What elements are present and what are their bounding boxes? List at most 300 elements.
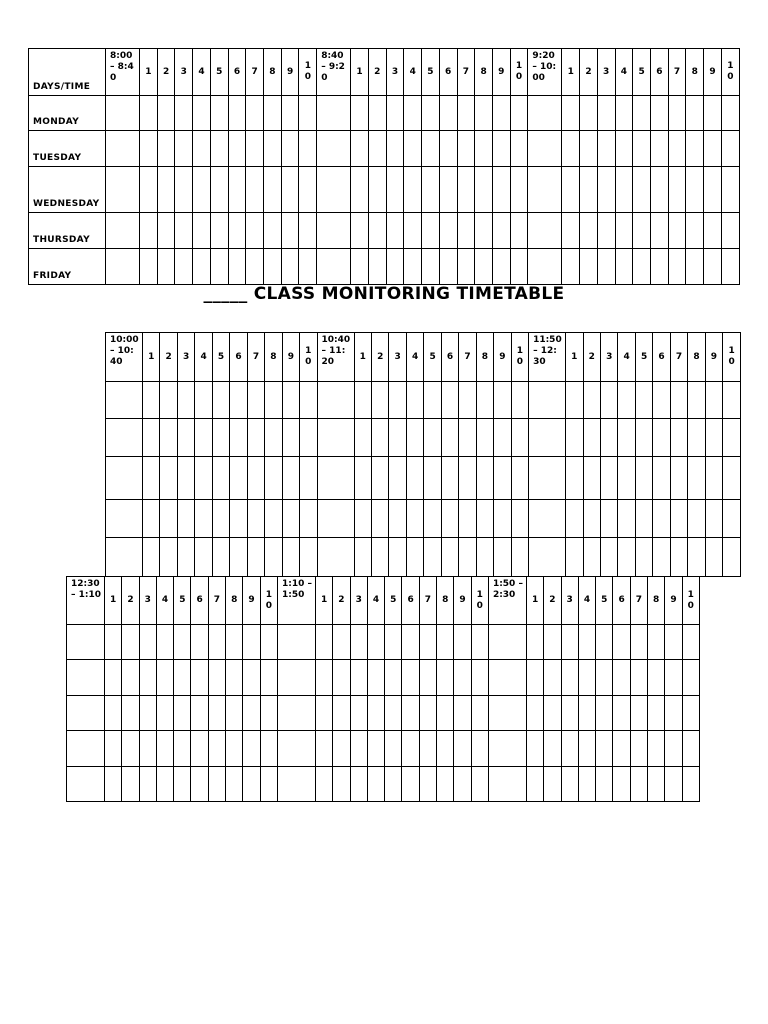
timetable-cell[interactable]: [277, 731, 315, 767]
timetable-cell[interactable]: [476, 500, 493, 538]
timetable-cell[interactable]: [488, 767, 526, 802]
timetable-cell[interactable]: [668, 131, 686, 167]
timetable-cell[interactable]: [457, 167, 475, 213]
timetable-cell[interactable]: [140, 131, 158, 167]
timetable-cell[interactable]: [385, 767, 402, 802]
timetable-cell[interactable]: [494, 457, 511, 500]
timetable-cell[interactable]: [686, 131, 704, 167]
timetable-cell[interactable]: [665, 660, 682, 696]
timetable-cell[interactable]: [208, 767, 225, 802]
timetable-cell[interactable]: [350, 767, 367, 802]
timetable-cell[interactable]: [596, 731, 613, 767]
timetable-cell[interactable]: [195, 538, 212, 577]
timetable-cell[interactable]: [723, 500, 741, 538]
timetable-cell[interactable]: [122, 767, 139, 802]
timetable-cell[interactable]: [682, 625, 699, 660]
timetable-cell[interactable]: [371, 457, 388, 500]
timetable-cell[interactable]: [618, 538, 635, 577]
timetable-cell[interactable]: [243, 696, 260, 731]
timetable-cell[interactable]: [195, 382, 212, 419]
timetable-cell[interactable]: [315, 660, 332, 696]
timetable-cell[interactable]: [510, 131, 528, 167]
timetable-cell[interactable]: [705, 419, 722, 457]
timetable-cell[interactable]: [300, 500, 317, 538]
timetable-cell[interactable]: [210, 131, 228, 167]
timetable-cell[interactable]: [139, 660, 156, 696]
timetable-cell[interactable]: [122, 660, 139, 696]
timetable-cell[interactable]: [583, 457, 600, 500]
timetable-cell[interactable]: [580, 249, 598, 285]
timetable-cell[interactable]: [367, 696, 384, 731]
timetable-cell[interactable]: [566, 538, 583, 577]
timetable-cell[interactable]: [419, 696, 436, 731]
timetable-cell[interactable]: [488, 625, 526, 660]
timetable-cell[interactable]: [260, 696, 277, 731]
timetable-cell[interactable]: [705, 457, 722, 500]
timetable-cell[interactable]: [494, 419, 511, 457]
timetable-cell[interactable]: [580, 96, 598, 131]
timetable-cell[interactable]: [67, 696, 105, 731]
timetable-cell[interactable]: [402, 731, 419, 767]
timetable-cell[interactable]: [299, 213, 317, 249]
timetable-cell[interactable]: [160, 538, 177, 577]
timetable-cell[interactable]: [635, 457, 652, 500]
timetable-cell[interactable]: [157, 131, 175, 167]
timetable-cell[interactable]: [333, 731, 350, 767]
timetable-cell[interactable]: [529, 538, 566, 577]
timetable-cell[interactable]: [281, 96, 299, 131]
timetable-cell[interactable]: [386, 131, 404, 167]
timetable-cell[interactable]: [406, 500, 423, 538]
timetable-cell[interactable]: [422, 167, 440, 213]
timetable-cell[interactable]: [471, 767, 488, 802]
timetable-cell[interactable]: [457, 96, 475, 131]
timetable-cell[interactable]: [226, 625, 243, 660]
timetable-cell[interactable]: [630, 767, 647, 802]
timetable-cell[interactable]: [371, 382, 388, 419]
timetable-cell[interactable]: [653, 538, 670, 577]
timetable-cell[interactable]: [212, 419, 229, 457]
timetable-cell[interactable]: [561, 731, 578, 767]
timetable-cell[interactable]: [562, 167, 580, 213]
timetable-cell[interactable]: [475, 131, 493, 167]
timetable-cell[interactable]: [246, 96, 264, 131]
timetable-cell[interactable]: [615, 213, 633, 249]
timetable-cell[interactable]: [583, 538, 600, 577]
timetable-cell[interactable]: [665, 731, 682, 767]
timetable-cell[interactable]: [561, 660, 578, 696]
timetable-cell[interactable]: [668, 249, 686, 285]
timetable-cell[interactable]: [633, 167, 651, 213]
timetable-cell[interactable]: [260, 625, 277, 660]
timetable-cell[interactable]: [228, 167, 246, 213]
timetable-cell[interactable]: [613, 767, 630, 802]
timetable-cell[interactable]: [282, 382, 299, 419]
timetable-cell[interactable]: [704, 249, 722, 285]
timetable-cell[interactable]: [105, 625, 122, 660]
timetable-cell[interactable]: [402, 660, 419, 696]
timetable-cell[interactable]: [389, 500, 406, 538]
timetable-cell[interactable]: [317, 96, 351, 131]
timetable-cell[interactable]: [299, 131, 317, 167]
timetable-cell[interactable]: [385, 660, 402, 696]
timetable-cell[interactable]: [562, 249, 580, 285]
timetable-cell[interactable]: [648, 660, 665, 696]
timetable-cell[interactable]: [351, 131, 369, 167]
timetable-cell[interactable]: [596, 696, 613, 731]
timetable-cell[interactable]: [177, 457, 194, 500]
timetable-cell[interactable]: [459, 382, 476, 419]
timetable-cell[interactable]: [476, 538, 493, 577]
timetable-cell[interactable]: [704, 167, 722, 213]
timetable-cell[interactable]: [354, 382, 371, 419]
timetable-cell[interactable]: [653, 382, 670, 419]
timetable-cell[interactable]: [191, 767, 208, 802]
timetable-cell[interactable]: [195, 457, 212, 500]
timetable-cell[interactable]: [277, 660, 315, 696]
timetable-cell[interactable]: [264, 249, 282, 285]
timetable-cell[interactable]: [208, 625, 225, 660]
timetable-cell[interactable]: [578, 767, 595, 802]
timetable-cell[interactable]: [315, 767, 332, 802]
timetable-cell[interactable]: [723, 457, 741, 500]
timetable-cell[interactable]: [424, 538, 441, 577]
timetable-cell[interactable]: [475, 96, 493, 131]
timetable-cell[interactable]: [665, 767, 682, 802]
timetable-cell[interactable]: [260, 767, 277, 802]
timetable-cell[interactable]: [510, 96, 528, 131]
timetable-cell[interactable]: [437, 625, 454, 660]
timetable-cell[interactable]: [723, 538, 741, 577]
timetable-cell[interactable]: [511, 457, 528, 500]
timetable-cell[interactable]: [386, 96, 404, 131]
timetable-cell[interactable]: [317, 249, 351, 285]
timetable-cell[interactable]: [441, 382, 458, 419]
timetable-cell[interactable]: [230, 419, 247, 457]
timetable-cell[interactable]: [492, 131, 510, 167]
timetable-cell[interactable]: [670, 500, 687, 538]
timetable-cell[interactable]: [402, 696, 419, 731]
timetable-cell[interactable]: [424, 419, 441, 457]
timetable-cell[interactable]: [492, 249, 510, 285]
timetable-cell[interactable]: [282, 538, 299, 577]
timetable-cell[interactable]: [265, 419, 282, 457]
timetable-cell[interactable]: [653, 500, 670, 538]
timetable-cell[interactable]: [424, 382, 441, 419]
timetable-cell[interactable]: [243, 660, 260, 696]
timetable-cell[interactable]: [300, 419, 317, 457]
timetable-cell[interactable]: [122, 696, 139, 731]
timetable-cell[interactable]: [243, 767, 260, 802]
timetable-cell[interactable]: [333, 696, 350, 731]
timetable-cell[interactable]: [191, 731, 208, 767]
timetable-cell[interactable]: [471, 660, 488, 696]
timetable-cell[interactable]: [243, 731, 260, 767]
timetable-cell[interactable]: [562, 131, 580, 167]
timetable-cell[interactable]: [597, 167, 615, 213]
timetable-cell[interactable]: [385, 731, 402, 767]
timetable-cell[interactable]: [653, 457, 670, 500]
timetable-cell[interactable]: [686, 96, 704, 131]
timetable-cell[interactable]: [441, 457, 458, 500]
timetable-cell[interactable]: [457, 213, 475, 249]
timetable-cell[interactable]: [488, 731, 526, 767]
timetable-cell[interactable]: [528, 96, 562, 131]
timetable-cell[interactable]: [650, 131, 668, 167]
timetable-cell[interactable]: [277, 696, 315, 731]
timetable-cell[interactable]: [686, 249, 704, 285]
timetable-cell[interactable]: [471, 625, 488, 660]
timetable-cell[interactable]: [600, 382, 617, 419]
timetable-cell[interactable]: [368, 96, 386, 131]
timetable-cell[interactable]: [668, 213, 686, 249]
timetable-cell[interactable]: [510, 167, 528, 213]
timetable-cell[interactable]: [704, 96, 722, 131]
timetable-cell[interactable]: [230, 500, 247, 538]
timetable-cell[interactable]: [618, 457, 635, 500]
timetable-cell[interactable]: [476, 419, 493, 457]
timetable-cell[interactable]: [317, 167, 351, 213]
timetable-cell[interactable]: [688, 419, 705, 457]
timetable-cell[interactable]: [317, 500, 354, 538]
timetable-cell[interactable]: [371, 538, 388, 577]
timetable-cell[interactable]: [475, 213, 493, 249]
timetable-cell[interactable]: [566, 419, 583, 457]
timetable-cell[interactable]: [494, 538, 511, 577]
timetable-cell[interactable]: [160, 500, 177, 538]
timetable-cell[interactable]: [454, 767, 471, 802]
timetable-cell[interactable]: [439, 131, 457, 167]
timetable-cell[interactable]: [193, 249, 211, 285]
timetable-cell[interactable]: [208, 696, 225, 731]
timetable-cell[interactable]: [422, 131, 440, 167]
timetable-cell[interactable]: [454, 731, 471, 767]
timetable-cell[interactable]: [580, 131, 598, 167]
timetable-cell[interactable]: [454, 660, 471, 696]
timetable-cell[interactable]: [354, 538, 371, 577]
timetable-cell[interactable]: [439, 96, 457, 131]
timetable-cell[interactable]: [630, 731, 647, 767]
timetable-cell[interactable]: [475, 167, 493, 213]
timetable-cell[interactable]: [143, 500, 160, 538]
timetable-cell[interactable]: [175, 96, 193, 131]
timetable-cell[interactable]: [544, 696, 561, 731]
timetable-cell[interactable]: [529, 500, 566, 538]
timetable-cell[interactable]: [648, 767, 665, 802]
timetable-cell[interactable]: [105, 731, 122, 767]
timetable-cell[interactable]: [404, 167, 422, 213]
timetable-cell[interactable]: [476, 457, 493, 500]
timetable-cell[interactable]: [630, 625, 647, 660]
timetable-cell[interactable]: [105, 696, 122, 731]
timetable-cell[interactable]: [566, 457, 583, 500]
timetable-cell[interactable]: [177, 382, 194, 419]
timetable-cell[interactable]: [210, 96, 228, 131]
timetable-cell[interactable]: [406, 457, 423, 500]
timetable-cell[interactable]: [544, 731, 561, 767]
timetable-cell[interactable]: [597, 96, 615, 131]
timetable-cell[interactable]: [441, 500, 458, 538]
timetable-cell[interactable]: [160, 382, 177, 419]
timetable-cell[interactable]: [422, 96, 440, 131]
timetable-cell[interactable]: [544, 767, 561, 802]
timetable-cell[interactable]: [650, 213, 668, 249]
timetable-cell[interactable]: [688, 500, 705, 538]
timetable-cell[interactable]: [156, 660, 173, 696]
timetable-cell[interactable]: [492, 213, 510, 249]
timetable-cell[interactable]: [157, 96, 175, 131]
timetable-cell[interactable]: [226, 660, 243, 696]
timetable-cell[interactable]: [367, 625, 384, 660]
timetable-cell[interactable]: [721, 167, 739, 213]
timetable-cell[interactable]: [597, 213, 615, 249]
timetable-cell[interactable]: [404, 213, 422, 249]
timetable-cell[interactable]: [210, 167, 228, 213]
timetable-cell[interactable]: [230, 382, 247, 419]
timetable-cell[interactable]: [597, 131, 615, 167]
timetable-cell[interactable]: [705, 538, 722, 577]
timetable-cell[interactable]: [260, 731, 277, 767]
timetable-cell[interactable]: [175, 131, 193, 167]
timetable-cell[interactable]: [653, 419, 670, 457]
timetable-cell[interactable]: [688, 457, 705, 500]
timetable-cell[interactable]: [212, 457, 229, 500]
timetable-cell[interactable]: [721, 213, 739, 249]
timetable-cell[interactable]: [157, 167, 175, 213]
timetable-cell[interactable]: [613, 660, 630, 696]
timetable-cell[interactable]: [650, 167, 668, 213]
timetable-cell[interactable]: [139, 696, 156, 731]
timetable-cell[interactable]: [578, 731, 595, 767]
timetable-cell[interactable]: [583, 500, 600, 538]
timetable-cell[interactable]: [177, 538, 194, 577]
timetable-cell[interactable]: [317, 213, 351, 249]
timetable-cell[interactable]: [265, 382, 282, 419]
timetable-cell[interactable]: [454, 696, 471, 731]
timetable-cell[interactable]: [635, 382, 652, 419]
timetable-cell[interactable]: [600, 419, 617, 457]
timetable-cell[interactable]: [367, 660, 384, 696]
timetable-cell[interactable]: [596, 660, 613, 696]
timetable-cell[interactable]: [670, 382, 687, 419]
timetable-cell[interactable]: [156, 731, 173, 767]
timetable-cell[interactable]: [315, 625, 332, 660]
timetable-cell[interactable]: [600, 457, 617, 500]
timetable-cell[interactable]: [526, 696, 543, 731]
timetable-cell[interactable]: [174, 625, 191, 660]
timetable-cell[interactable]: [419, 731, 436, 767]
timetable-cell[interactable]: [439, 213, 457, 249]
timetable-cell[interactable]: [247, 382, 264, 419]
timetable-cell[interactable]: [615, 131, 633, 167]
timetable-cell[interactable]: [277, 767, 315, 802]
timetable-cell[interactable]: [475, 249, 493, 285]
timetable-cell[interactable]: [157, 249, 175, 285]
timetable-cell[interactable]: [105, 660, 122, 696]
timetable-cell[interactable]: [228, 96, 246, 131]
timetable-cell[interactable]: [156, 696, 173, 731]
timetable-cell[interactable]: [351, 167, 369, 213]
timetable-cell[interactable]: [630, 660, 647, 696]
timetable-cell[interactable]: [437, 767, 454, 802]
timetable-cell[interactable]: [208, 660, 225, 696]
timetable-cell[interactable]: [264, 167, 282, 213]
timetable-cell[interactable]: [175, 167, 193, 213]
timetable-cell[interactable]: [193, 167, 211, 213]
timetable-cell[interactable]: [228, 213, 246, 249]
timetable-cell[interactable]: [682, 696, 699, 731]
timetable-cell[interactable]: [140, 249, 158, 285]
timetable-cell[interactable]: [596, 625, 613, 660]
timetable-cell[interactable]: [143, 419, 160, 457]
timetable-cell[interactable]: [106, 457, 143, 500]
timetable-cell[interactable]: [354, 500, 371, 538]
timetable-cell[interactable]: [562, 96, 580, 131]
timetable-cell[interactable]: [580, 213, 598, 249]
timetable-cell[interactable]: [633, 249, 651, 285]
timetable-cell[interactable]: [615, 249, 633, 285]
timetable-cell[interactable]: [371, 500, 388, 538]
timetable-cell[interactable]: [371, 419, 388, 457]
timetable-cell[interactable]: [106, 382, 143, 419]
timetable-cell[interactable]: [367, 767, 384, 802]
timetable-cell[interactable]: [494, 382, 511, 419]
timetable-cell[interactable]: [402, 767, 419, 802]
timetable-cell[interactable]: [529, 419, 566, 457]
timetable-cell[interactable]: [561, 625, 578, 660]
timetable-cell[interactable]: [528, 131, 562, 167]
timetable-cell[interactable]: [686, 213, 704, 249]
timetable-cell[interactable]: [437, 731, 454, 767]
timetable-cell[interactable]: [492, 167, 510, 213]
timetable-cell[interactable]: [633, 213, 651, 249]
timetable-cell[interactable]: [488, 696, 526, 731]
timetable-cell[interactable]: [566, 500, 583, 538]
timetable-cell[interactable]: [193, 96, 211, 131]
timetable-cell[interactable]: [106, 96, 140, 131]
timetable-cell[interactable]: [277, 625, 315, 660]
timetable-cell[interactable]: [350, 731, 367, 767]
timetable-cell[interactable]: [648, 625, 665, 660]
timetable-cell[interactable]: [333, 660, 350, 696]
timetable-cell[interactable]: [67, 625, 105, 660]
timetable-cell[interactable]: [386, 213, 404, 249]
timetable-cell[interactable]: [106, 213, 140, 249]
timetable-cell[interactable]: [139, 731, 156, 767]
timetable-cell[interactable]: [212, 382, 229, 419]
timetable-cell[interactable]: [174, 767, 191, 802]
timetable-cell[interactable]: [494, 500, 511, 538]
timetable-cell[interactable]: [191, 696, 208, 731]
timetable-cell[interactable]: [471, 696, 488, 731]
timetable-cell[interactable]: [282, 500, 299, 538]
timetable-cell[interactable]: [419, 625, 436, 660]
timetable-cell[interactable]: [526, 625, 543, 660]
timetable-cell[interactable]: [544, 625, 561, 660]
timetable-cell[interactable]: [140, 167, 158, 213]
timetable-cell[interactable]: [160, 457, 177, 500]
timetable-cell[interactable]: [526, 731, 543, 767]
timetable-cell[interactable]: [67, 767, 105, 802]
timetable-cell[interactable]: [422, 213, 440, 249]
timetable-cell[interactable]: [368, 213, 386, 249]
timetable-cell[interactable]: [264, 96, 282, 131]
timetable-cell[interactable]: [106, 419, 143, 457]
timetable-cell[interactable]: [354, 419, 371, 457]
timetable-cell[interactable]: [389, 382, 406, 419]
timetable-cell[interactable]: [402, 625, 419, 660]
timetable-cell[interactable]: [424, 500, 441, 538]
